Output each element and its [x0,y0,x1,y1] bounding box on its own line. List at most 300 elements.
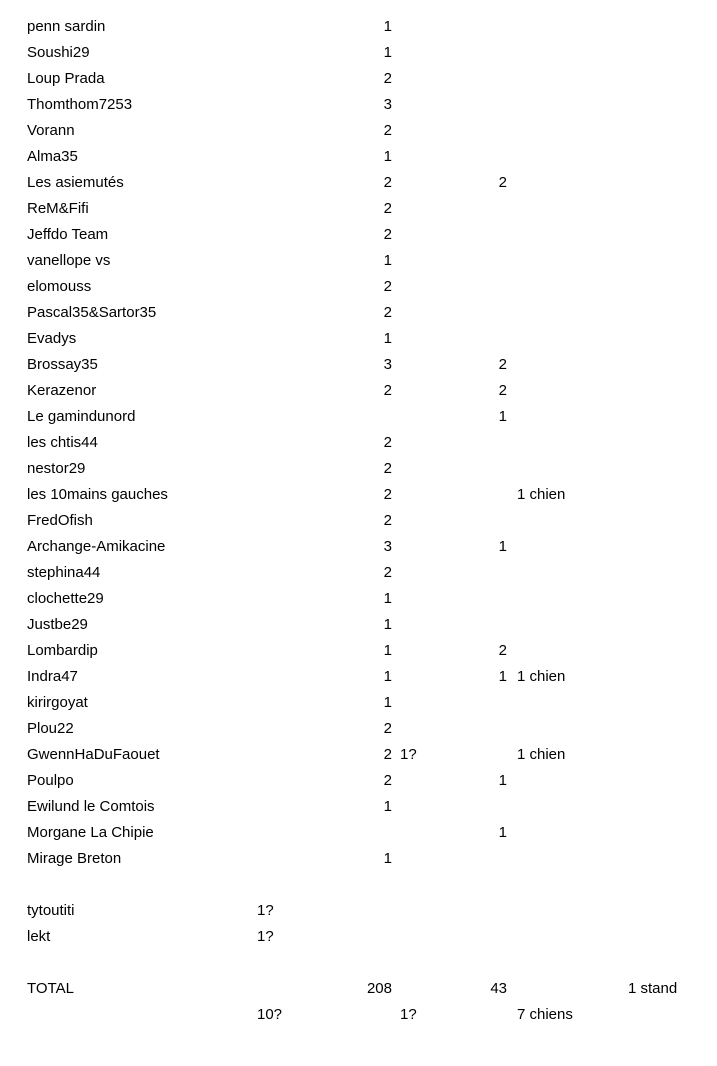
main-count-cell: 1 [383,798,392,815]
main-count-cell [312,924,392,950]
secondary-count-cell: 43 [490,980,507,997]
maybe-count-cell [257,118,312,144]
extra-maybe-count-cell [392,14,487,40]
sheet-row [0,898,717,924]
maybe-count-cell [257,248,312,274]
team-name-cell: les chtis44 [27,434,98,451]
secondary-count-cell: 2 [498,642,507,659]
stand-note-cell [628,326,717,352]
dog-note-cell [507,222,628,248]
extra-maybe-count-cell [392,222,487,248]
team-name-cell: Vorann [27,122,75,139]
team-name-cell: kirirgoyat [27,694,88,711]
team-name-cell: Morgane La Chipie [27,824,154,841]
sheet-row [0,274,717,300]
secondary-count-cell [487,92,507,118]
stand-note-cell [628,794,717,820]
stand-note-cell [628,40,717,66]
stand-note-cell [628,638,717,664]
team-name-cell: TOTAL [27,980,74,997]
main-count-cell: 2 [383,304,392,321]
main-count-cell [312,898,392,924]
extra-maybe-count-cell: 1? [400,746,417,763]
main-count-cell: 2 [383,434,392,451]
extra-maybe-count-cell [392,300,487,326]
main-count-cell: 2 [383,278,392,295]
stand-note-cell [628,404,717,430]
dog-note-cell [507,924,628,950]
stand-note-cell [628,170,717,196]
team-name-cell: vanellope vs [27,252,111,269]
team-name-cell: Poulpo [27,772,74,789]
secondary-count-cell [487,846,507,872]
extra-maybe-count-cell [392,92,487,118]
stand-note-cell [628,66,717,92]
maybe-count-cell [257,274,312,300]
team-name-cell: Jeffdo Team [27,226,109,243]
dog-note-cell [507,456,628,482]
stand-note-cell [628,274,717,300]
sheet-row [0,196,717,222]
secondary-count-cell [487,326,507,352]
stand-note-cell [628,560,717,586]
maybe-count-cell [257,66,312,92]
maybe-count-cell: 10? [257,1006,283,1023]
extra-maybe-count-cell [392,326,487,352]
stand-note-cell [628,898,717,924]
dog-note-cell [507,976,628,1002]
secondary-count-cell [487,924,507,950]
maybe-count-cell [257,820,312,846]
extra-maybe-count-cell [392,898,487,924]
main-count-cell: 2 [383,460,392,477]
secondary-count-cell [487,508,507,534]
maybe-count-cell [257,534,312,560]
dog-note-cell: 7 chiens [517,1006,573,1023]
dog-note-cell [507,534,628,560]
main-count-cell: 1 [383,148,392,165]
stand-note-cell [628,924,717,950]
team-name-cell: Archange-Amikacine [27,538,166,555]
team-name-cell: penn sardin [27,18,106,35]
dog-note-cell [507,274,628,300]
stand-note-cell [628,534,717,560]
team-name-cell: nestor29 [27,460,86,477]
dog-note-cell [507,612,628,638]
maybe-count-cell [257,638,312,664]
team-name-cell: FredOfish [27,512,93,529]
stand-note-cell [628,872,717,898]
secondary-count-cell: 2 [498,356,507,373]
team-name-cell: elomouss [27,278,92,295]
main-count-cell: 2 [383,122,392,139]
extra-maybe-count-cell [392,794,487,820]
stand-note-cell: 1 stand [628,980,678,997]
secondary-count-cell: 2 [498,382,507,399]
main-count-cell: 1 [383,18,392,35]
secondary-count-cell [487,898,507,924]
maybe-count-cell [257,378,312,404]
dog-note-cell [507,118,628,144]
secondary-count-cell: 1 [498,668,507,685]
extra-maybe-count-cell [392,534,487,560]
main-count-cell [312,404,392,430]
maybe-count-cell: 1? [257,902,274,919]
dog-note-cell [507,872,628,898]
main-count-cell: 1 [383,668,392,685]
secondary-count-cell [487,586,507,612]
extra-maybe-count-cell [392,560,487,586]
sheet-row [0,534,717,560]
dog-note-cell [507,898,628,924]
stand-note-cell [628,222,717,248]
secondary-count-cell [487,560,507,586]
extra-maybe-count-cell [392,924,487,950]
sheet-row [0,378,717,404]
main-count-cell: 2 [383,720,392,737]
maybe-count-cell [257,482,312,508]
extra-maybe-count-cell [392,66,487,92]
team-name-cell: Brossay35 [27,356,98,373]
maybe-count-cell [257,196,312,222]
dog-note-cell [507,144,628,170]
stand-note-cell [628,248,717,274]
extra-maybe-count-cell [392,976,487,1002]
main-count-cell [312,820,392,846]
secondary-count-cell [487,456,507,482]
dog-note-cell [507,92,628,118]
sheet-row [0,1002,717,1028]
maybe-count-cell [257,222,312,248]
dog-note-cell [507,378,628,404]
sheet-row [0,508,717,534]
secondary-count-cell [487,14,507,40]
maybe-count-cell [257,404,312,430]
secondary-count-cell [487,690,507,716]
extra-maybe-count-cell [392,950,487,976]
stand-note-cell [628,456,717,482]
maybe-count-cell [257,690,312,716]
extra-maybe-count-cell [392,274,487,300]
team-name-cell: lekt [27,928,51,945]
maybe-count-cell [257,508,312,534]
team-name-cell: Justbe29 [27,616,88,633]
secondary-count-cell [487,872,507,898]
sheet-row [0,352,717,378]
main-count-cell: 2 [383,174,392,191]
dog-note-cell [507,768,628,794]
sheet-row [0,430,717,456]
maybe-count-cell [257,586,312,612]
main-count-cell [312,950,392,976]
main-count-cell: 2 [383,486,392,503]
extra-maybe-count-cell [392,872,487,898]
secondary-count-cell [487,196,507,222]
team-name-cell [27,1002,257,1028]
main-count-cell: 1 [383,590,392,607]
team-name-cell: Les asiemutés [27,174,124,191]
team-name-cell: Pascal35&Sartor35 [27,304,157,321]
stand-note-cell [628,768,717,794]
sheet-row [0,66,717,92]
extra-maybe-count-cell [392,40,487,66]
extra-maybe-count-cell [392,144,487,170]
stand-note-cell [628,482,717,508]
main-count-cell: 2 [383,70,392,87]
dog-note-cell [507,404,628,430]
secondary-count-cell [487,300,507,326]
stand-note-cell [628,716,717,742]
secondary-count-cell: 2 [498,174,507,191]
extra-maybe-count-cell [392,378,487,404]
sheet-row [0,768,717,794]
maybe-count-cell [257,40,312,66]
stand-note-cell [628,846,717,872]
team-name-cell: GwennHaDuFaouet [27,746,160,763]
team-name-cell [27,950,257,976]
maybe-count-cell [257,716,312,742]
sheet-row [0,664,717,690]
dog-note-cell [507,586,628,612]
dog-note-cell [507,794,628,820]
maybe-count-cell [257,326,312,352]
secondary-count-cell: 1 [498,824,507,841]
secondary-count-cell [487,248,507,274]
sheet-row [0,976,717,1002]
extra-maybe-count-cell [392,768,487,794]
sheet-row [0,872,717,898]
dog-note-cell: 1 chien [517,486,566,503]
dog-note-cell [507,14,628,40]
extra-maybe-count-cell [392,508,487,534]
dog-note-cell [507,508,628,534]
extra-maybe-count-cell [392,352,487,378]
stand-note-cell [628,586,717,612]
sheet-row [0,144,717,170]
main-count-cell: 3 [383,96,392,113]
extra-maybe-count-cell [392,248,487,274]
sheet-row [0,586,717,612]
maybe-count-cell [257,144,312,170]
main-count-cell [312,872,392,898]
main-count-cell: 2 [383,226,392,243]
stand-note-cell [628,144,717,170]
main-count-cell: 1 [383,44,392,61]
extra-maybe-count-cell [392,430,487,456]
maybe-count-cell [257,14,312,40]
maybe-count-cell [257,352,312,378]
main-count-cell: 208 [366,980,392,997]
stand-note-cell [628,118,717,144]
extra-maybe-count-cell [392,118,487,144]
sheet-row [0,690,717,716]
sheet-row [0,638,717,664]
sheet-row [0,950,717,976]
team-name-cell: Lombardip [27,642,98,659]
secondary-count-cell [487,40,507,66]
team-name-cell: Soushi29 [27,44,90,61]
sheet-row [0,794,717,820]
main-count-cell: 1 [383,850,392,867]
stand-note-cell [628,664,717,690]
sheet-row [0,482,717,508]
maybe-count-cell [257,872,312,898]
sheet-row [0,300,717,326]
main-count-cell: 1 [383,616,392,633]
stand-note-cell [628,300,717,326]
dog-note-cell [507,638,628,664]
main-count-cell [312,1002,392,1028]
team-name-cell: Mirage Breton [27,850,122,867]
dog-note-cell [507,846,628,872]
sheet-row [0,716,717,742]
sheet-row [0,924,717,950]
sheet-row [0,742,717,768]
team-name-cell: Alma35 [27,148,78,165]
team-name-cell: Ewilund le Comtois [27,798,155,815]
stand-note-cell [628,612,717,638]
main-count-cell: 2 [383,564,392,581]
maybe-count-cell [257,950,312,976]
team-name-cell: Evadys [27,330,77,347]
maybe-count-cell [257,612,312,638]
extra-maybe-count-cell [392,846,487,872]
sheet-row [0,846,717,872]
extra-maybe-count-cell [392,456,487,482]
dog-note-cell [507,690,628,716]
extra-maybe-count-cell: 1? [400,1006,417,1023]
team-name-cell: clochette29 [27,590,104,607]
stand-note-cell [628,430,717,456]
main-count-cell: 1 [383,330,392,347]
stand-note-cell [628,820,717,846]
secondary-count-cell [487,1002,507,1028]
sheet-row [0,612,717,638]
maybe-count-cell [257,976,312,1002]
dog-note-cell: 1 chien [517,668,566,685]
dog-note-cell: 1 chien [517,746,566,763]
dog-note-cell [507,196,628,222]
extra-maybe-count-cell [392,716,487,742]
dog-note-cell [507,352,628,378]
sheet-row [0,404,717,430]
sheet-row [0,222,717,248]
maybe-count-cell [257,560,312,586]
stand-note-cell [628,690,717,716]
sheet-row [0,560,717,586]
secondary-count-cell [487,66,507,92]
maybe-count-cell [257,794,312,820]
secondary-count-cell [487,430,507,456]
maybe-count-cell [257,456,312,482]
secondary-count-cell [487,274,507,300]
secondary-count-cell [487,716,507,742]
team-name-cell: Loup Prada [27,70,105,87]
team-name-cell: les 10mains gauches [27,486,168,503]
secondary-count-cell [487,144,507,170]
team-name-cell [27,872,257,898]
stand-note-cell [628,508,717,534]
extra-maybe-count-cell [392,482,487,508]
extra-maybe-count-cell [392,170,487,196]
maybe-count-cell [257,664,312,690]
secondary-count-cell: 1 [498,538,507,555]
dog-note-cell [507,950,628,976]
sheet-row [0,14,717,40]
main-count-cell: 2 [383,746,392,763]
main-count-cell: 1 [383,642,392,659]
dog-note-cell [507,170,628,196]
maybe-count-cell [257,170,312,196]
dog-note-cell [507,248,628,274]
team-name-cell: Indra47 [27,668,78,685]
main-count-cell: 2 [383,512,392,529]
team-name-cell: tytoutiti [27,902,75,919]
stand-note-cell [628,14,717,40]
extra-maybe-count-cell [392,690,487,716]
secondary-count-cell [487,742,507,768]
main-count-cell: 3 [383,538,392,555]
main-count-cell: 2 [383,382,392,399]
maybe-count-cell [257,846,312,872]
team-name-cell: ReM&Fifi [27,200,89,217]
team-name-cell: Le gamindunord [27,408,136,425]
sheet-row [0,820,717,846]
main-count-cell: 3 [383,356,392,373]
dog-note-cell [507,326,628,352]
sheet-row [0,118,717,144]
extra-maybe-count-cell [392,638,487,664]
stand-note-cell [628,92,717,118]
sheet-row [0,170,717,196]
maybe-count-cell: 1? [257,928,274,945]
team-name-cell: Kerazenor [27,382,97,399]
dog-note-cell [507,66,628,92]
stand-note-cell [628,950,717,976]
team-name-cell: stephina44 [27,564,101,581]
maybe-count-cell [257,430,312,456]
extra-maybe-count-cell [392,196,487,222]
dog-note-cell [507,716,628,742]
sheet-row [0,326,717,352]
dog-note-cell [507,430,628,456]
secondary-count-cell [487,118,507,144]
extra-maybe-count-cell [392,612,487,638]
dog-note-cell [507,300,628,326]
secondary-count-cell: 1 [498,772,507,789]
secondary-count-cell: 1 [498,408,507,425]
secondary-count-cell [487,222,507,248]
maybe-count-cell [257,768,312,794]
sheet-row [0,248,717,274]
extra-maybe-count-cell [392,404,487,430]
stand-note-cell [628,742,717,768]
team-name-cell: Thomthom7253 [27,96,133,113]
secondary-count-cell [487,794,507,820]
dog-note-cell [507,40,628,66]
sheet-rows [0,14,717,1028]
maybe-count-cell [257,742,312,768]
stand-note-cell [628,1002,717,1028]
stand-note-cell [628,378,717,404]
secondary-count-cell [487,482,507,508]
main-count-cell: 2 [383,772,392,789]
extra-maybe-count-cell [392,664,487,690]
sheet-row [0,92,717,118]
maybe-count-cell [257,300,312,326]
team-name-cell: Plou22 [27,720,74,737]
stand-note-cell [628,196,717,222]
